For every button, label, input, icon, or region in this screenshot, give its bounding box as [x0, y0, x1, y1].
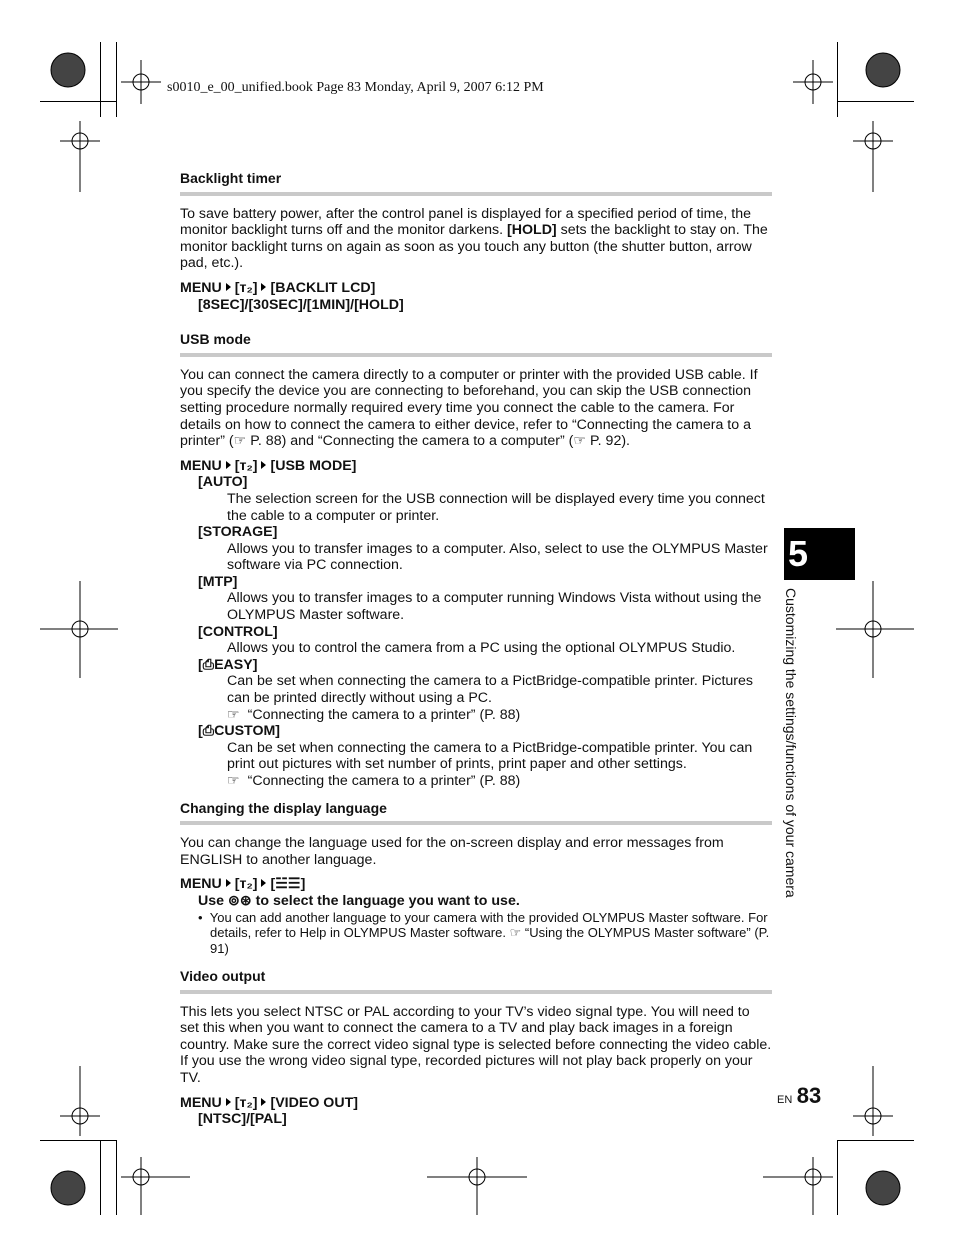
- page-number: EN 83: [777, 1083, 822, 1108]
- chapter-title: Customizing the settings/functions of your camera: [783, 588, 799, 898]
- usb-option-ref: ☞ “Connecting the camera to a printer” (P. 88): [227, 706, 521, 723]
- section-rule: [180, 821, 772, 825]
- backlight-menu-values: [8SEC]/[30SEC]/[1MIN]/[HOLD]: [198, 296, 404, 313]
- video-body: This lets you select NTSC or PAL according to your TV’s video signal type. You will need to set this when you want to connect the camera to a TV and play back images in a foreign country. Make sure the correct video signal type is selected before connecting the video cable. If you use the wrong video signal type, recorded pictures will not play back properly on your TV.: [180, 1003, 772, 1087]
- usb-menu-path: MENU [ᴛ₂] [USB MODE]: [180, 457, 357, 474]
- usb-option-desc: Allows you to transfer images to a computer running Windows Vista without using the OLYMPUS Master software.: [227, 590, 762, 624]
- section-rule: [180, 990, 772, 994]
- language-body: You can change the language used for the on-screen display and error messages from ENGLISH to another language.: [180, 835, 724, 868]
- usb-option-desc: The selection screen for the USB connection will be displayed every time you connect the cable to a computer or printer.: [227, 490, 765, 524]
- usb-options: [180, 474, 772, 789]
- video-menu-path: MENU [ᴛ₂] [VIDEO OUT]: [180, 1094, 358, 1111]
- video-menu-values: [NTSC]/[PAL]: [198, 1111, 287, 1128]
- language-note: • You can add another language to your camera with the provided OLYMPUS Master software. For details, refer to Help in OLYMPUS Master software. ☞ “Using the OLYMPUS Master software” (P. 91): [198, 909, 770, 956]
- arrow-right-icon: [226, 1098, 231, 1106]
- usb-option-label: [AUTO]: [198, 474, 248, 491]
- arrow-right-icon: [261, 879, 266, 887]
- section-title-video: Video output: [180, 968, 266, 985]
- usb-option-desc: Allows you to transfer images to a computer. Also, select to use the OLYMPUS Master software via PC connection.: [227, 540, 768, 574]
- section-rule: [180, 192, 772, 196]
- reference-icon: ☞: [227, 706, 240, 723]
- arrow-right-icon: [261, 283, 266, 291]
- usb-option-label: [⎙CUSTOM]: [198, 723, 281, 740]
- usb-option-desc: Can be set when connecting the camera to a PictBridge-compatible printer. You can print out pictures with set number of prints, print paper and other settings.: [227, 739, 753, 773]
- arrow-right-icon: [226, 879, 231, 887]
- print-header: s0010_e_00_unified.book Page 83 Monday, April 9, 2007 6:12 PM: [167, 80, 544, 95]
- arrow-right-icon: [226, 461, 231, 469]
- section-title-backlight: Backlight timer: [180, 170, 282, 186]
- usb-option-label: [MTP]: [198, 573, 238, 590]
- arrow-right-icon: [261, 461, 266, 469]
- reference-icon: ☞: [509, 925, 522, 941]
- usb-option-ref: ☞ “Connecting the camera to a printer” (P. 88): [227, 773, 521, 789]
- backlight-body: To save battery power, after the control panel is displayed for a specified period of time, the monitor backlight turns off and the monitor darkens. [HOLD] sets the backlight to stay on. The monitor backlight turns on again as soon as you touch any button (the shutter button, arrow pad, etc.).: [180, 205, 768, 272]
- arrow-right-icon: [261, 1098, 266, 1106]
- reference-icon: ☞: [227, 773, 240, 789]
- reference-icon: ☞: [573, 433, 587, 450]
- chapter-tab: 5: [784, 528, 855, 580]
- usb-option-label: [STORAGE]: [198, 524, 278, 541]
- arrow-right-icon: [226, 283, 231, 291]
- section-title-usb: USB mode: [180, 331, 251, 348]
- page-content: [180, 160, 772, 1128]
- usb-option-label: [⎙EASY]: [198, 656, 258, 673]
- section-rule: [180, 353, 772, 357]
- usb-body: You can connect the camera directly to a computer or printer with the provided USB cable. If you specify the device you are connecting to beforehand, you can skip the USB connection setting procedure normally required every time you connect the cable to the camera. For details on how to connect the camera to either device, refer to “Connecting the camera to a printer” (☞ P. 88) and “Connecting the camera to a computer” (☞ P. 92).: [180, 366, 758, 450]
- backlight-menu-path: MENU [ᴛ₂] [BACKLIT LCD]: [180, 279, 376, 296]
- language-menu-path: MENU [ᴛ₂] [☱☰]: [180, 876, 306, 893]
- usb-option-desc: Can be set when connecting the camera to a PictBridge-compatible printer. Pictures can be printed directly without using a PC.: [227, 673, 754, 707]
- language-instruction: Use ⊚⊛ to select the language you want to use.: [198, 892, 520, 909]
- section-title-language: Changing the display language: [180, 799, 387, 816]
- usb-option-desc: Allows you to control the camera from a PC using the optional OLYMPUS Studio.: [227, 640, 736, 657]
- usb-option-label: [CONTROL]: [198, 623, 278, 640]
- reference-icon: ☞: [233, 433, 247, 450]
